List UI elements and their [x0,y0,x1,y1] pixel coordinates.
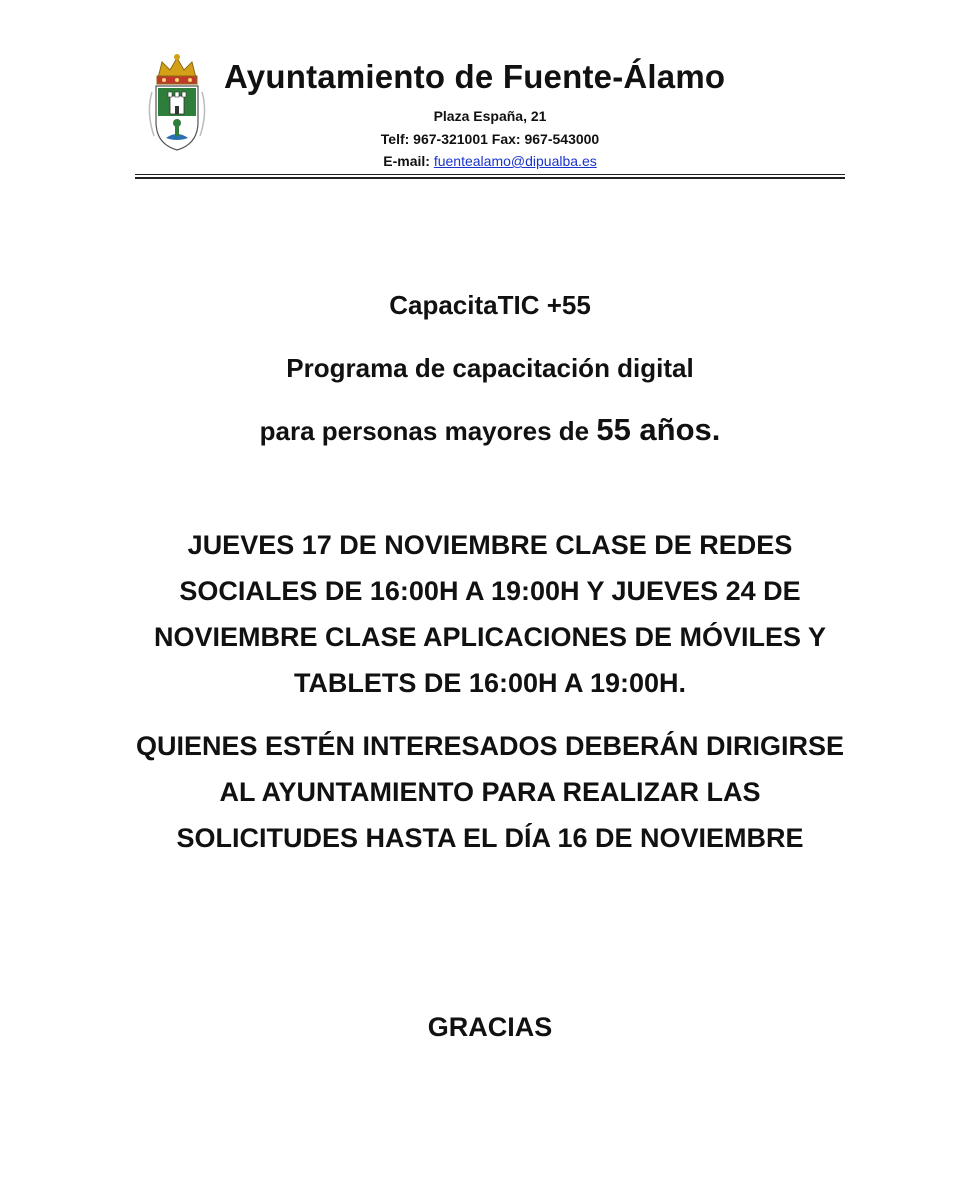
address-text: Plaza España, 21 [433,108,547,124]
schedule-line: JUEVES 17 DE NOVIEMBRE CLASE DE REDES [187,530,793,560]
registration-line: SOLICITUDES HASTA EL DÍA 16 DE NOVIEMBRE [176,823,804,853]
schedule-block [0,522,980,706]
program-audience [0,412,980,448]
audience-age: 55 años. [596,412,721,447]
address-line [0,108,980,124]
phone-fax-line: Telf: 967-321001 Fax: 967-543000 [380,131,600,147]
registration-block [0,723,980,861]
organization-name: Ayuntamiento de Fuente-Álamo [224,58,726,95]
schedule-line: TABLETS DE 16:00H A 19:00H. [293,668,687,698]
email-label: E-mail: [383,153,430,169]
email-link[interactable]: fuentealamo@dipualba.es [433,153,597,169]
letterhead [0,0,980,190]
registration-line: AL AYUNTAMIENTO PARA REALIZAR LAS [219,777,761,807]
header-divider-thin [135,174,845,175]
program-subtitle: Programa de capacitación digital [286,353,694,383]
schedule-line: SOCIALES DE 16:00H A 19:00H Y JUEVES 24 DE [179,576,801,606]
email-line [0,153,980,169]
closing-thanks: GRACIAS [427,1012,553,1042]
header-divider-thick [135,177,845,179]
registration-line: QUIENES ESTÉN INTERESADOS DEBERÁN DIRIGIRSE [135,731,845,761]
audience-prefix: para personas mayores de [259,416,597,446]
schedule-line: NOVIEMBRE CLASE APLICACIONES DE MÓVILES Y [153,622,827,652]
program-name: CapacitaTIC +55 [389,290,591,320]
